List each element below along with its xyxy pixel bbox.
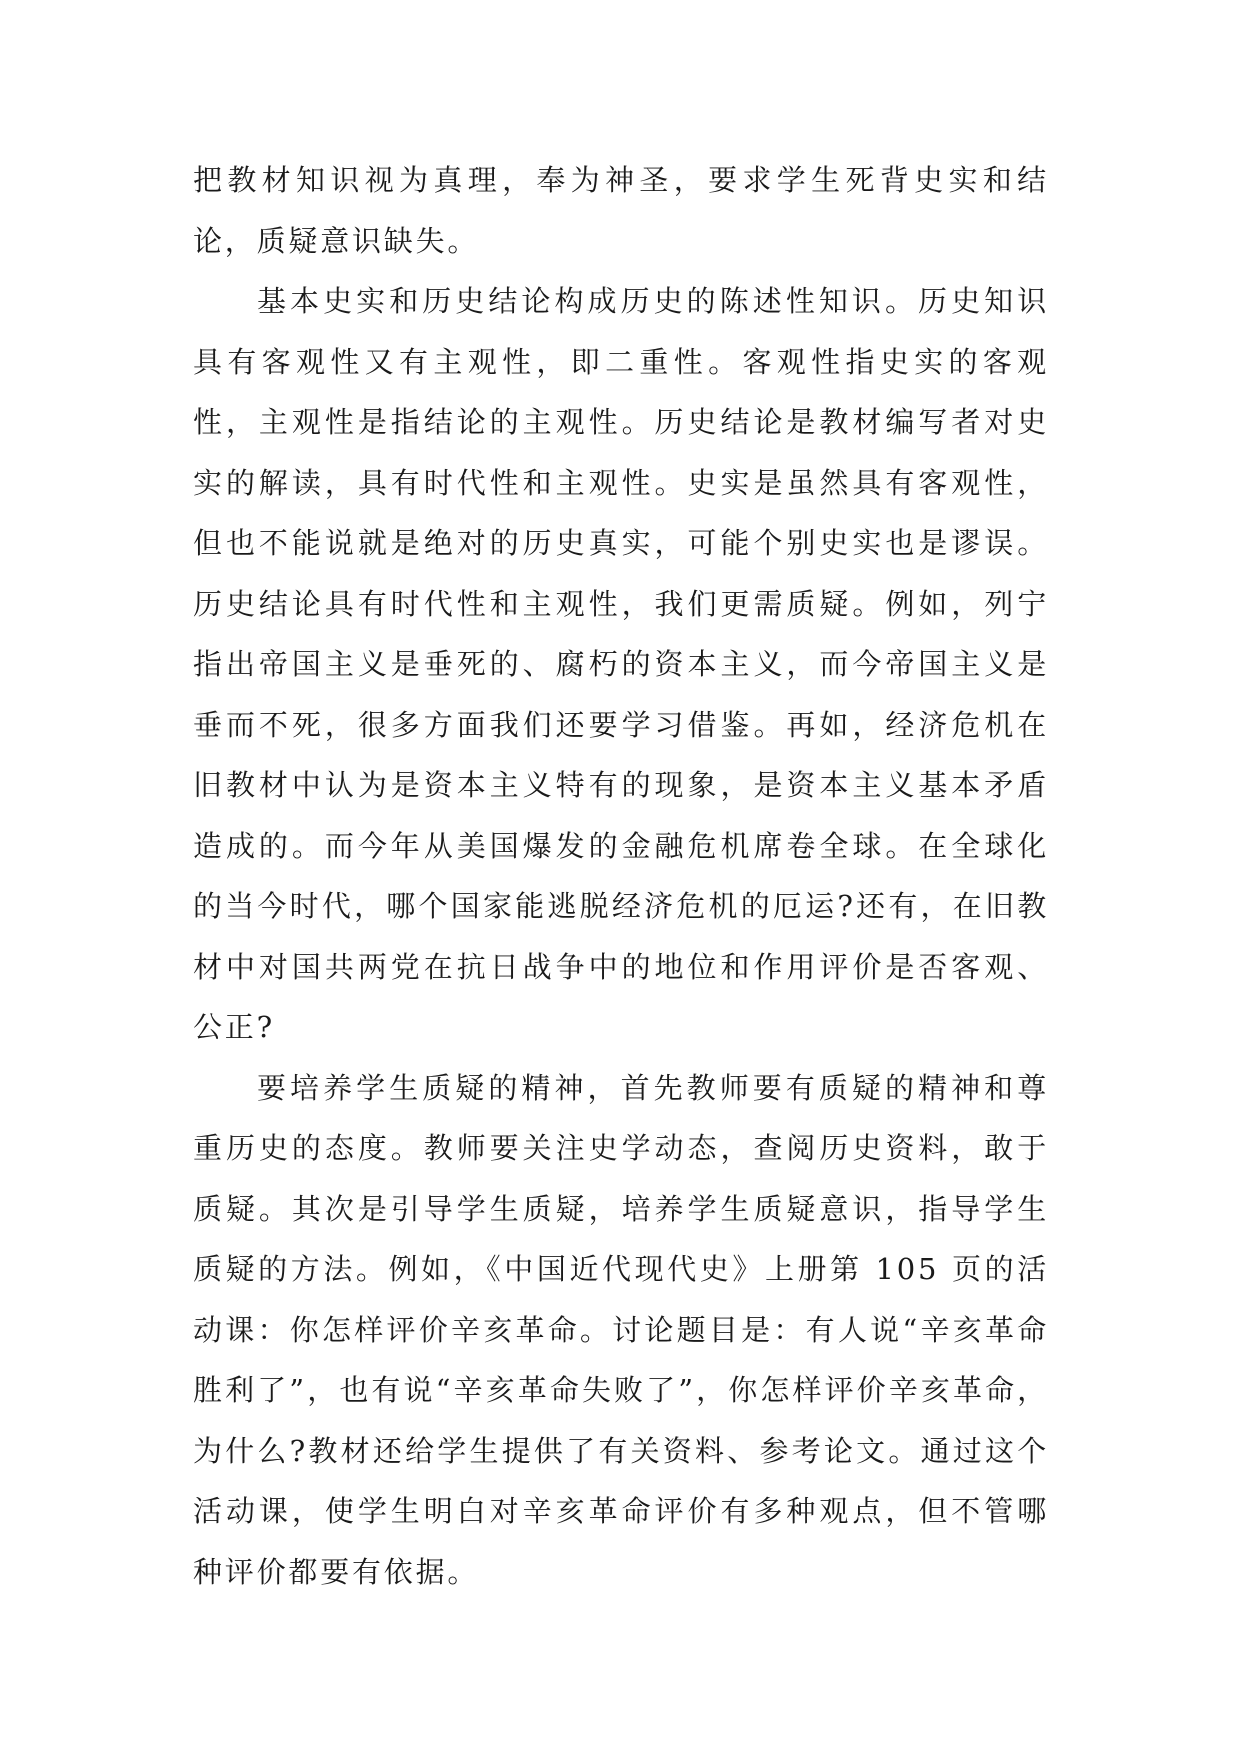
paragraph-cultivate-questioning: 要培养学生质疑的精神，首先教师要有质疑的精神和尊重历史的态度。教师要关注史学动态，查阅历史资料，敢于质疑。其次是引导学生质疑，培养学生质疑意识，指导学生质疑的方法。例如，《中国近代现代史》上册第 105 页的活动课：你怎样评价辛亥革命。讨论题目是：有人说“辛亥革命胜利了”，也有说“辛亥革命失败了”，你怎样评价辛亥革命，为什么?教材还给学生提供了有关资料、参考论文。通过这个活动课，使学生明白对辛亥革命评价有多种观点，但不管哪种评价都要有依据。 [193, 1070, 1049, 1589]
paragraph-continuation: 把教材知识视为真理，奉为神圣，要求学生死背史实和结论，质疑意识缺失。 [193, 163, 1049, 258]
body-text [193, 150, 1049, 1602]
paragraph-historical-knowledge: 基本史实和历史结论构成历史的陈述性知识。历史知识具有客观性又有主观性，即二重性。客观性指史实的客观性，主观性是指结论的主观性。历史结论是教材编写者对史实的解读，具有时代性和主观性。史实是虽然具有客观性，但也不能说就是绝对的历史真实，可能个别史实也是谬误。历史结论具有时代性和主观性，我们更需质疑。例如，列宁指出帝国主义是垂死的、腐朽的资本主义，而今帝国主义是垂而不死，很多方面我们还要学习借鉴。再如，经济危机在旧教材中认为是资本主义特有的现象，是资本主义基本矛盾造成的。而今年从美国爆发的金融危机席卷全球。在全球化的当今时代，哪个国家能逃脱经济危机的厄运?还有，在旧教材中对国共两党在抗日战争中的地位和作用评价是否客观、公正? [193, 284, 1049, 1044]
